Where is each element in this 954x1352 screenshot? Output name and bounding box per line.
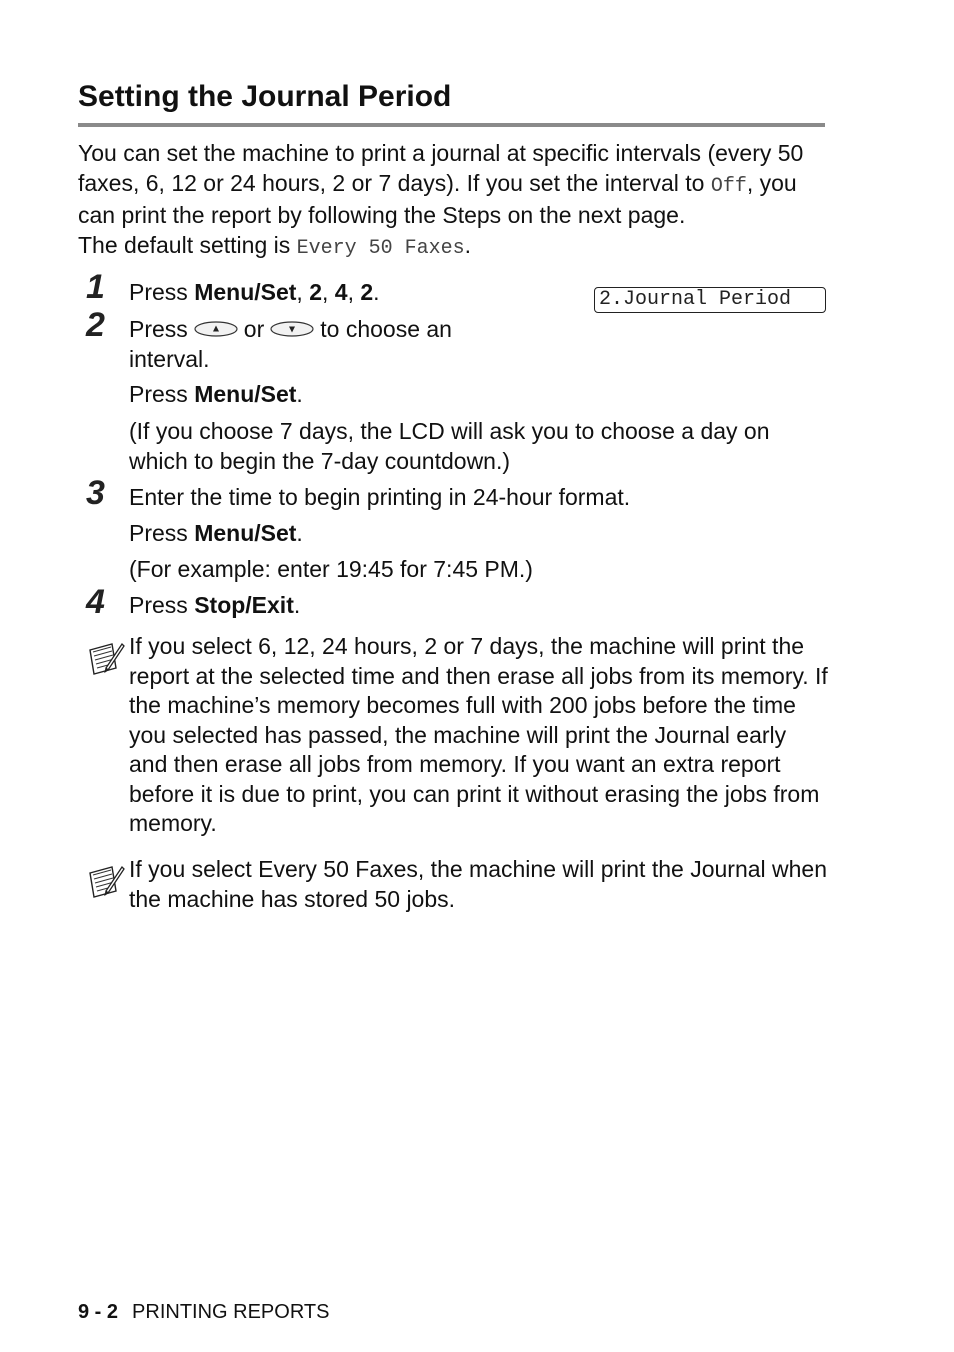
step-3-press-line — [129, 520, 303, 547]
off-value: Off — [710, 174, 747, 198]
step-4-text — [129, 592, 300, 619]
step-1-key-4: 4 — [334, 279, 348, 305]
step-2-note: (If you choose 7 days, the LCD will ask you to choose a day on which to begin the 7-day countdown.) — [129, 418, 770, 474]
step-3-menu-set-key: Menu/Set — [194, 520, 297, 546]
step-2-line-1 — [129, 316, 452, 343]
step-3-text: Enter the time to begin printing in 24-hour format. — [129, 484, 631, 510]
step-3-example: (For example: enter 19:45 for 7:45 PM.) — [129, 556, 533, 582]
up-arrow-key-icon — [194, 321, 238, 337]
step-number-3: 3 — [86, 474, 105, 512]
note-1-text: If you select 6, 12, 24 hours, 2 or 7 days, the machine will print the report at the selected time and then erase all jobs from its memory. If the machine’s memory becomes full with 200 jobs before the time you selected has passed, the machine will print the Journal early and then erase all jobs from memory. If you want an extra report before it is due to print, you can print it without erasing the jobs from memory. — [129, 633, 828, 836]
step-1-sep: , — [296, 279, 310, 305]
step-2-press-line — [129, 381, 303, 408]
step-1-press: Press — [129, 279, 195, 305]
step-3-end: . — [296, 520, 303, 546]
step-2-press: Press — [129, 316, 188, 342]
step-2-end: . — [296, 381, 303, 407]
intro-text-2: , you can print the report by following the Steps on the next page. — [78, 169, 797, 228]
step-2-choose: to choose an — [320, 316, 452, 342]
step-4-stop-exit-key: Stop/Exit — [194, 592, 294, 618]
step-1-key-2: 2 — [309, 279, 322, 305]
default-prefix: The default setting is — [78, 231, 297, 258]
page-number: 9 - 2 — [78, 1301, 119, 1323]
default-suffix: . — [464, 231, 472, 258]
page-footer — [78, 1301, 329, 1324]
page-title: Setting the Journal Period — [78, 80, 452, 113]
step-3-press: Press — [129, 520, 195, 546]
down-arrow-key-icon — [270, 321, 314, 337]
step-2-menu-set-key: Menu/Set — [194, 381, 297, 407]
step-2-interval: interval. — [129, 346, 210, 372]
step-1-sep: , — [322, 279, 335, 305]
note-pencil-icon — [86, 861, 126, 901]
section-name: PRINTING REPORTS — [132, 1301, 330, 1323]
step-1-sep: , — [347, 279, 361, 305]
step-4-press: Press — [129, 592, 195, 618]
step-1-end: . — [373, 279, 380, 305]
step-4-end: . — [293, 592, 301, 618]
step-1-text — [129, 279, 380, 306]
note-pencil-icon — [86, 638, 126, 678]
step-1-menu-set-key: Menu/Set — [194, 279, 297, 305]
step-number-4: 4 — [86, 583, 105, 621]
step-number-2: 2 — [86, 306, 105, 344]
step-2-or: or — [243, 316, 265, 342]
step-2-press2: Press — [129, 381, 195, 407]
step-1-key-2b: 2 — [360, 279, 374, 305]
step-number-1: 1 — [86, 268, 105, 306]
note-2-text: If you select Every 50 Faxes, the machine will print the Journal when the machine has stored 50 jobs. — [129, 856, 828, 912]
title-rule — [78, 123, 825, 127]
lcd-display: 2.Journal Period — [594, 287, 826, 313]
default-value: Every 50 Faxes — [296, 236, 465, 260]
intro-paragraph — [78, 139, 838, 263]
intro-text-1: You can set the machine to print a journal at specific intervals (every 50 faxes, 6, 12 or 24 hours, 2 or 7 days). If you set the interval to — [78, 140, 804, 196]
